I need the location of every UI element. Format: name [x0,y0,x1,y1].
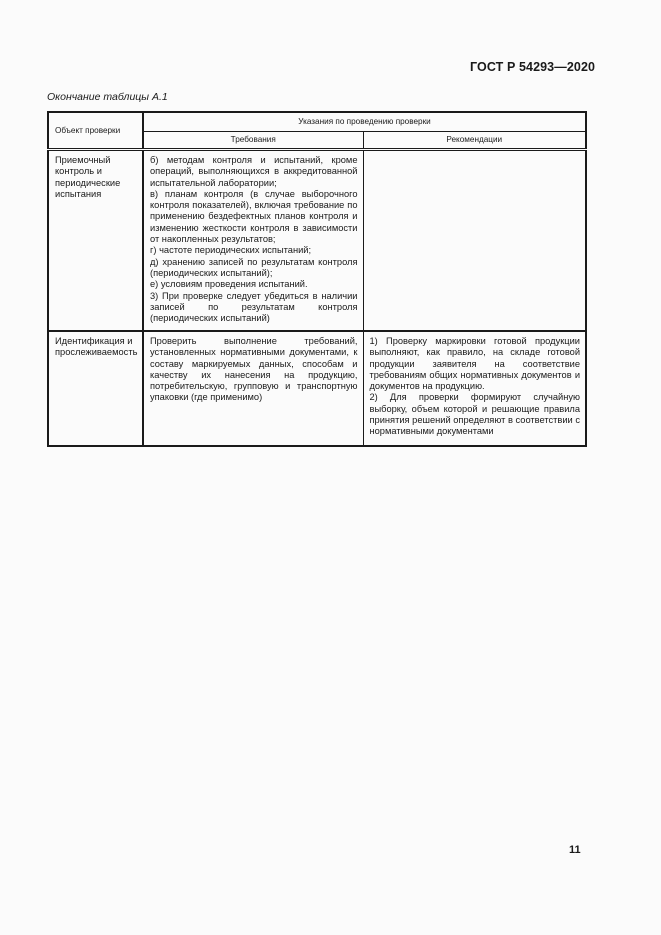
requirement-item: Проверить выполнение требований, установленных нормативными документами, к составу маркируемых данных, способам и качеству их нанесения на продукцию, потребительскую, групповую и транспортную упаковки (где применимо) [150,336,358,403]
recommendations-cell [363,150,586,332]
table-row [48,150,586,332]
header-requirements: Требования [143,132,363,150]
recommendation-item: 1) Проверку маркировки готовой продукции выполняют, как правило, на складе готовой продукции заявителя на соответствие требованиям общих нормативных документов и документов на продукцию. [369,336,581,392]
requirement-item: е) условиям проведения испытаний. [150,279,308,290]
inspection-table [47,111,587,447]
page-number: 11 [569,844,581,856]
document-code: ГОСТ Р 54293—2020 [470,60,596,74]
object-cell: Приемочный контроль и периодические испытания [48,150,143,332]
requirements-cell [143,331,363,446]
header-group: Указания по проведению проверки [143,112,586,132]
recommendation-item: 2) Для проверки формируют случайную выборку, объем которой и решающие правила принятия решений определяют в соответствии с нормативными документами [369,392,581,437]
table-header [48,112,586,150]
object-cell: Идентификация и прослеживаемость [48,331,143,446]
table-caption: Окончание таблицы А.1 [47,91,168,103]
header-recommendations: Рекомендации [363,132,586,150]
table-row [48,331,586,446]
requirement-item: г) частоте периодических испытаний; [150,245,312,256]
requirement-item: в) планам контроля (в случае выборочного контроля показателей), включая требование по применению бездефектных планов контроля и изменению жесткости контроля в зависимости от накопленных результатов; [150,188,358,245]
requirement-item: 3) При проверке следует убедиться в наличии записей по результатам контроля (периодических испытаний) [150,290,358,324]
header-object: Объект проверки [48,112,143,150]
recommendations-cell [363,331,586,446]
requirement-item: б) методам контроля и испытаний, кроме операций, выполняющихся в аккредитованной испытательной лаборатории; [150,155,358,188]
requirement-item: д) хранению записей по результатам контроля (периодических испытаний); [150,256,358,278]
requirements-cell [143,150,363,332]
